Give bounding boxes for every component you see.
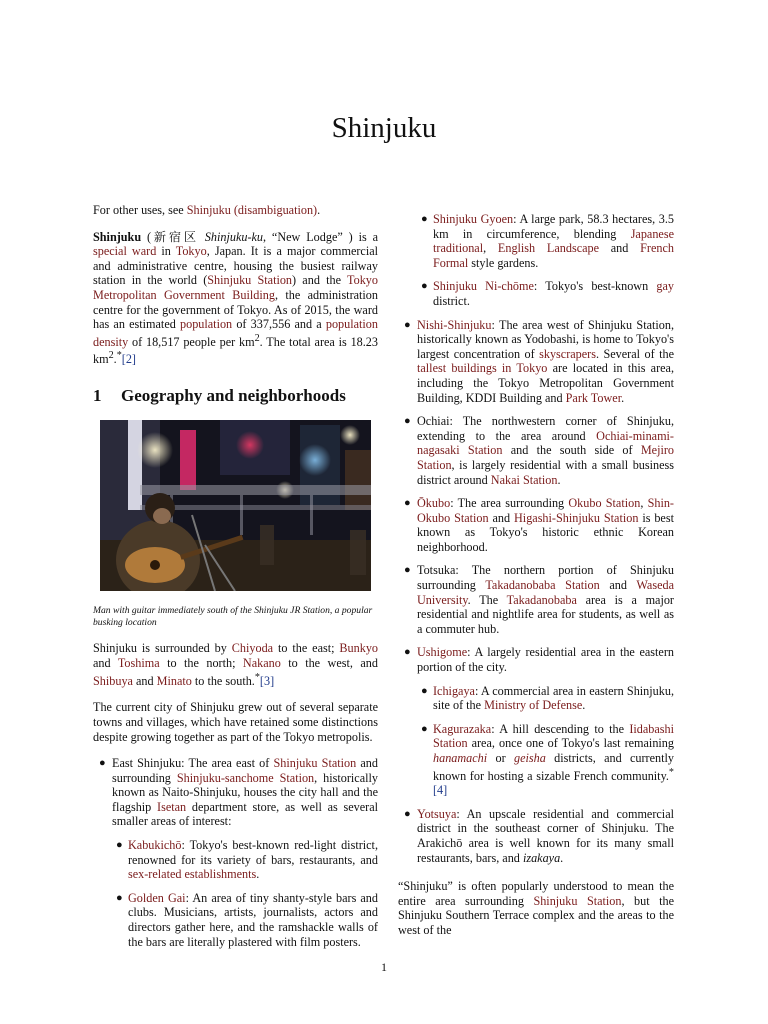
link-hanamachi[interactable]: hanamachi: [433, 751, 488, 765]
link-shinjuku-sanchome-station[interactable]: Shinjuku-sanchome Station: [176, 770, 315, 785]
intro-text: of 18,517 people per km: [128, 334, 255, 349]
surroundings-paragraph: [93, 641, 378, 688]
link-ushigome[interactable]: Ushigome: [417, 645, 468, 660]
item-text: .: [582, 698, 586, 713]
link-okubo[interactable]: Ōkubo: [417, 496, 451, 511]
link-higashi-shinjuku-station[interactable]: Higashi-Shinjuku Station: [514, 510, 639, 525]
bullet-icon: ●: [404, 564, 411, 577]
item-text: and: [599, 241, 641, 256]
item-text: , is largely residential with a small business district around: [417, 457, 674, 487]
link-shinjuku-station[interactable]: Shinjuku Station: [273, 756, 357, 771]
item-text: Ochiai: The northwestern corner of Shinjuku, extending to the area around: [417, 414, 674, 443]
item-text: and: [488, 510, 514, 525]
item-text: . The: [467, 592, 507, 607]
citation-link[interactable]: [4]: [433, 783, 448, 798]
link-chiyoda[interactable]: Chiyoda: [231, 641, 274, 656]
item-text: ,: [640, 496, 648, 511]
para-text: Shinjuku is surrounded by: [93, 641, 232, 656]
item-text: districts, and currently known for hosting a sizable French community.: [433, 751, 674, 783]
link-waseda-university[interactable]: Waseda University: [417, 578, 674, 607]
bullet-icon: ●: [421, 684, 428, 697]
intro-bold-term: Shinjuku: [93, 229, 142, 244]
citation-marker: *: [254, 671, 260, 683]
citation-marker: *: [668, 766, 674, 778]
item-text: and surrounding: [112, 756, 378, 785]
intro-italic: Shinjuku-ku: [204, 229, 264, 244]
link-golden-gai[interactable]: Golden Gai: [128, 890, 186, 905]
list-item-kabukicho: [112, 838, 378, 882]
bullet-icon: ●: [421, 280, 428, 293]
link-okubo-station[interactable]: Okubo Station: [568, 496, 641, 511]
intro-text: .: [113, 352, 117, 367]
item-text: : Tokyo's best-known red-light district, renowned for its variety of bars, restaurants, and: [128, 838, 378, 867]
link-kabukicho[interactable]: Kabukichō: [128, 838, 182, 853]
link-mejiro-station[interactable]: Mejiro Station: [417, 443, 674, 472]
link-french-formal[interactable]: French Formal: [433, 241, 674, 270]
para-text: to the south.: [191, 673, 255, 688]
intro-text: of 337,556 and a: [232, 317, 326, 332]
link-tokyo[interactable]: Tokyo: [175, 244, 207, 259]
item-text: district.: [433, 293, 470, 308]
citation-link[interactable]: [2]: [121, 352, 136, 367]
link-geisha[interactable]: geisha: [513, 751, 546, 765]
citation-marker: *: [116, 350, 122, 362]
link-sex-related-establishments[interactable]: sex-related establishments: [128, 867, 257, 882]
link-ichigaya[interactable]: Ichigaya: [433, 683, 475, 698]
east-shinjuku-sublist: [112, 838, 378, 949]
figure-caption: Man with guitar immediately south of the Shinjuku JR Station, a popular busking location: [93, 604, 373, 629]
link-kagurazaka[interactable]: Kagurazaka: [433, 721, 492, 736]
right-column: [398, 203, 674, 938]
page-title: Shinjuku: [331, 112, 437, 144]
italic-term: izakaya: [522, 850, 561, 865]
para-text: to the east;: [273, 641, 340, 656]
intro-text: in: [156, 244, 176, 259]
intro-paragraph: [93, 230, 378, 367]
intro-text: . The total area is 18.23 km: [93, 334, 378, 367]
bullet-icon: ●: [421, 722, 428, 735]
busker-photo: [100, 420, 371, 591]
link-minato[interactable]: Minato: [156, 673, 192, 688]
link-population-density[interactable]: population density: [93, 317, 378, 349]
closing-paragraph: [398, 879, 674, 937]
item-text: . Several of the: [595, 346, 674, 361]
link-nishi-shinjuku[interactable]: Nishi-Shinjuku: [417, 317, 492, 332]
item-text: are located in this area, including the Tokyo Metropolitan Government Building, KDDI Building and: [417, 361, 675, 405]
hatnote-text: For other uses, see: [93, 203, 187, 217]
list-item-kagurazaka: [417, 722, 674, 798]
history-paragraph: The current city of Shinjuku grew out of several separate towns and villages, which have retained some distinctions despite growing together as part of the Tokyo metropolis.: [93, 700, 378, 744]
item-text: , historically known as Naito-Shinjuku, houses the city hall and the flagship: [112, 770, 378, 814]
item-text: ,: [483, 241, 498, 256]
link-shinjuku-ni-chome[interactable]: Shinjuku Ni-chōme: [433, 279, 534, 294]
intro-text: , Japan. It is a major commercial and administrative centre, housing the busiest railway station in the world (: [93, 244, 378, 288]
intro-text: , the administration centre for the government of Tokyo. As of 2015, the ward has an estimated: [93, 287, 378, 332]
item-text: area is a major residential and nightlife area for students, as well as a commuter hub.: [417, 592, 674, 636]
item-text: .: [557, 472, 561, 487]
link-tallest-buildings-in-tokyo[interactable]: tallest buildings in Tokyo: [417, 361, 548, 376]
neighborhood-list-continued: [398, 212, 674, 865]
list-item-east-shinjuku: [93, 756, 378, 949]
item-text: .: [560, 850, 564, 865]
link-shinjuku-station[interactable]: Shinjuku Station: [207, 273, 293, 288]
list-item-nishi-shinjuku: [398, 318, 674, 406]
link-yotsuya[interactable]: Yotsuya: [417, 806, 457, 821]
bullet-icon: ●: [116, 839, 123, 852]
item-text: or: [487, 751, 514, 765]
section-heading: [93, 386, 378, 406]
page-number: 1: [381, 960, 387, 974]
link-toshima[interactable]: Toshima: [117, 656, 160, 671]
link-skyscrapers[interactable]: skyscrapers: [539, 346, 596, 361]
item-text: .: [256, 867, 260, 882]
ushigome-sublist: [417, 684, 674, 798]
left-column: [93, 203, 378, 958]
para-text: and: [132, 673, 157, 688]
list-item-ochiai: [398, 414, 674, 487]
link-ochiai-minami-nagasaki-station[interactable]: Ochiai-minami-nagasaki Station: [417, 428, 674, 458]
citation-link[interactable]: [3]: [259, 673, 275, 688]
para-text: , but the Shinjuku Southern Terrace complex and the areas to the west of the: [398, 893, 675, 937]
east-shinjuku-sublist-right: [417, 212, 674, 309]
item-text: .: [621, 390, 625, 405]
list-item-okubo: [398, 496, 674, 554]
bullet-icon: ●: [404, 646, 411, 659]
link-takadanobaba-station[interactable]: Takadanobaba Station: [485, 578, 600, 593]
neighborhood-list: [93, 756, 378, 949]
list-item-golden-gai: [112, 891, 378, 949]
link-special-ward[interactable]: special ward: [93, 244, 157, 259]
link-ministry-of-defense[interactable]: Ministry of Defense: [484, 698, 583, 713]
superscript: 2: [108, 350, 114, 362]
link-park-tower[interactable]: Park Tower: [565, 390, 622, 405]
superscript: 2: [254, 332, 260, 344]
item-text: : Tokyo's best-known: [533, 279, 657, 294]
list-item-ichigaya: [417, 684, 674, 713]
link-shinjuku-disambiguation[interactable]: Shinjuku (disambiguation): [186, 203, 318, 217]
list-item-shinjuku-gyoen: [417, 212, 674, 270]
bullet-icon: ●: [404, 497, 411, 510]
item-text: : An area of tiny shanty-style bars and clubs. Musicians, artists, journalists, actors and directors gather here, and the ramshackle walls of the bars are literally plastered with film posters.: [128, 890, 378, 949]
item-text: : An upscale residential and commercial district in the southeast corner of Shinjuku. The Arakichō area is well known for its many small restaurants, bars, and: [417, 806, 674, 865]
item-text: and: [599, 578, 637, 593]
east-shinjuku-continued: [398, 212, 674, 309]
link-nakai-station[interactable]: Nakai Station: [490, 472, 558, 487]
link-japanese-traditional[interactable]: Japanese traditional: [433, 226, 674, 256]
link-tokyo-metropolitan-government-building[interactable]: Tokyo Metropolitan Government Building: [93, 273, 378, 302]
link-shinjuku-gyoen[interactable]: Shinjuku Gyoen: [433, 212, 514, 226]
bullet-icon: ●: [421, 213, 428, 225]
list-item-ushigome: [398, 645, 674, 797]
item-text: East Shinjuku: The area east of: [112, 756, 274, 771]
bullet-icon: ●: [404, 807, 411, 820]
link-shin-okubo-station[interactable]: Shin-Okubo Station: [417, 496, 674, 525]
link-population[interactable]: population: [180, 317, 233, 332]
link-shinjuku-station[interactable]: Shinjuku Station: [533, 893, 622, 908]
link-takadanobaba[interactable]: Takadanobaba: [506, 592, 577, 607]
para-text: to the west, and: [280, 656, 378, 671]
link-isetan[interactable]: Isetan: [157, 799, 187, 814]
link-bunkyo[interactable]: Bunkyo: [339, 641, 379, 656]
bullet-icon: ●: [404, 318, 411, 331]
link-english-landscape[interactable]: English Landscape: [497, 241, 600, 256]
item-text: style gardens.: [468, 255, 539, 270]
item-text: : The area surrounding: [450, 496, 569, 511]
hatnote: [93, 203, 378, 218]
section-number: 1: [93, 386, 102, 406]
list-item-yotsuya: [398, 807, 674, 865]
item-text: and the south side of: [502, 443, 641, 458]
item-text: area, once one of Tokyo's last remaining: [467, 736, 674, 751]
intro-text: (新宿区: [141, 229, 205, 244]
item-text: : The area west of Shinjuku Station, historically known as Yodobashi, is home to Tokyo's largest concentration of: [417, 317, 674, 361]
bullet-icon: ●: [404, 415, 411, 428]
para-text: to the north;: [159, 656, 243, 671]
link-iidabashi-station[interactable]: Iidabashi Station: [433, 721, 674, 751]
busker-photo-illustration: [100, 420, 371, 591]
para-text: and: [93, 656, 118, 671]
item-text: : A largely residential area in the eastern portion of the city.: [417, 645, 674, 675]
link-nakano[interactable]: Nakano: [242, 656, 281, 671]
list-item-totsuka: [398, 563, 674, 636]
item-text: Totsuka: The northern portion of Shinjuku surrounding: [417, 563, 674, 593]
bullet-icon: ●: [116, 891, 123, 904]
item-text: : A hill descending to the: [491, 721, 630, 736]
hatnote-suffix: .: [317, 203, 321, 217]
intro-text: ) and the: [292, 273, 348, 288]
para-text: “Shinjuku” is often popularly understood to mean the entire area surrounding: [398, 879, 674, 908]
list-item-shinjuku-ni-chome: [417, 279, 674, 308]
item-text: is best known as Tokyo's historic ethnic Korean neighborhood.: [417, 510, 674, 554]
section-title: Geography and neighborhoods: [121, 386, 346, 406]
item-text: : A large park, 58.3 hectares, 3.5 km in circumference, blending: [433, 212, 674, 241]
link-shibuya[interactable]: Shibuya: [93, 673, 133, 688]
link-gay[interactable]: gay: [656, 279, 674, 294]
item-text: department store, as well as several smaller areas of interest:: [112, 799, 379, 829]
bullet-icon: ●: [99, 757, 106, 770]
intro-text: , “New Lodge” ) is a: [263, 229, 378, 244]
item-text: : A commercial area in eastern Shinjuku, site of the: [433, 683, 674, 713]
